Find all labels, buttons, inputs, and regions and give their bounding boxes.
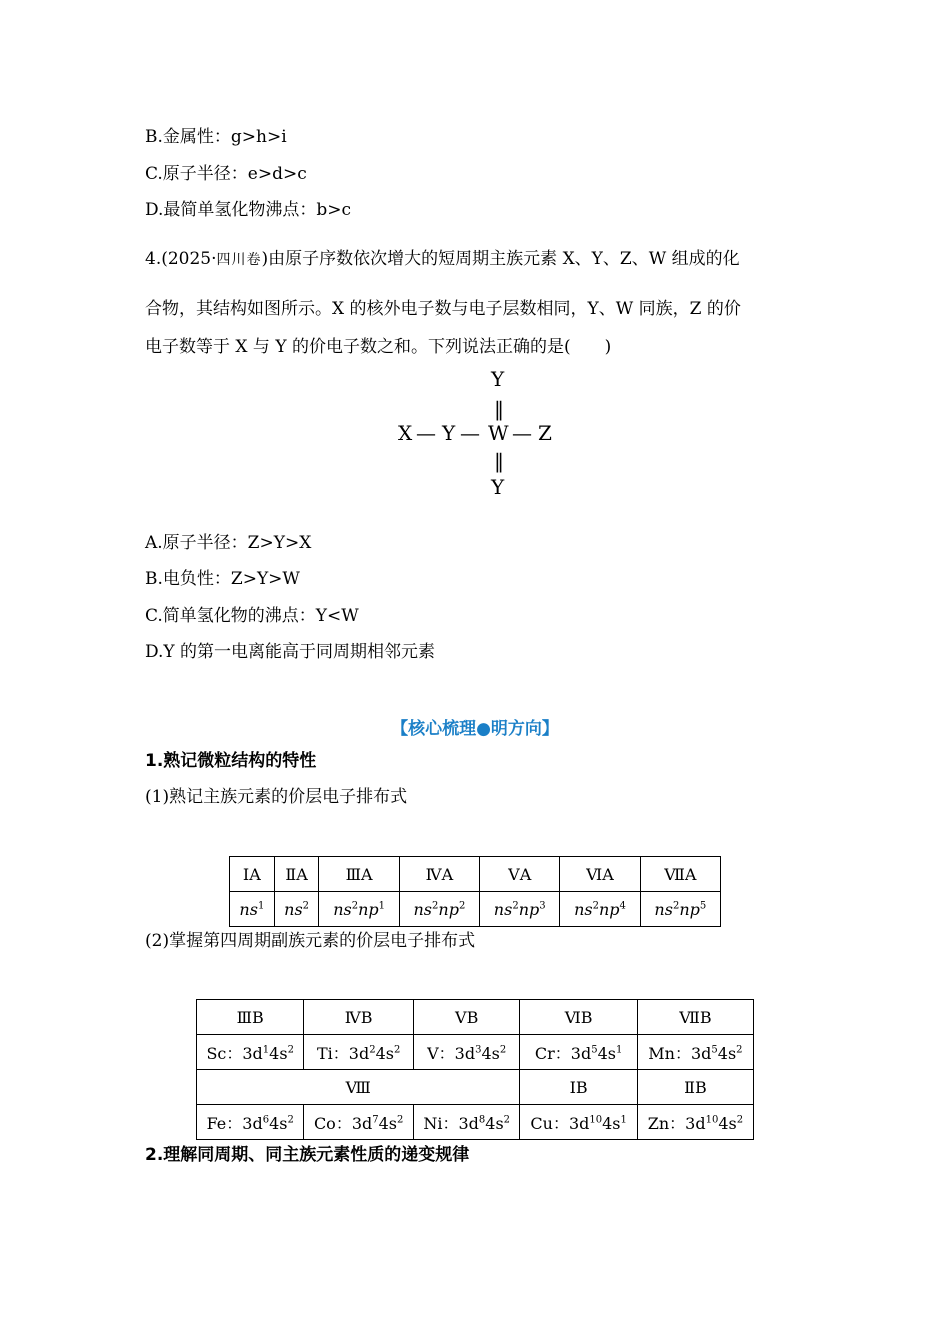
- config-cell: Cr：$3d^54s^1$: [520, 1035, 637, 1070]
- group-header: ⅠB: [520, 1070, 637, 1105]
- config-cell: Fe：$3d^64s^2$: [197, 1105, 304, 1140]
- q4-stem-line3: 电子数等于 X 与 Y 的价电子数之和。下列说法正确的是( ): [145, 337, 612, 357]
- main-group-table: [229, 856, 721, 927]
- config-cell: Ti：$3d^24s^2$: [304, 1035, 414, 1070]
- q3-option-d: D.最简单氢化物沸点：b>c: [145, 200, 352, 220]
- group-header: ⅠA: [230, 857, 275, 892]
- q4-option-b: B.电负性：Z>Y>W: [145, 569, 300, 589]
- atom-x: X: [398, 421, 413, 445]
- atom-z: Z: [538, 421, 552, 445]
- config-cell: V：$3d^34s^2$: [413, 1035, 519, 1070]
- transition-header-row-1: [197, 1000, 754, 1035]
- q4-option-a: A.原子半径：Z>Y>X: [145, 533, 312, 553]
- group-header: ⅤB: [413, 1000, 519, 1035]
- main-group-config-row: [230, 892, 721, 927]
- double-bond-bottom: ‖: [494, 449, 504, 473]
- config-cell: $ns^2np^2$: [399, 892, 479, 927]
- config-cell: $ns^2np^4$: [560, 892, 640, 927]
- q4-stem-text: )由原子序数依次增大的短周期主族元素 X、Y、Z、W 组成的化: [261, 249, 740, 269]
- main-group-header-row: [230, 857, 721, 892]
- group-header: ⅢB: [197, 1000, 304, 1035]
- group-header: ⅢA: [319, 857, 399, 892]
- transition-header-row-2: [197, 1070, 754, 1105]
- transition-config-row-1: [197, 1035, 754, 1070]
- config-cell: $ns^2np^5$: [640, 892, 720, 927]
- config-cell: Co：$3d^74s^2$: [304, 1105, 414, 1140]
- atom-bottom-y: Y: [491, 475, 505, 499]
- q4-option-c: C.简单氢化物的沸点：Y<W: [145, 606, 359, 626]
- q4-stem-line2: 合物，其结构如图所示。X 的核外电子数与电子层数相同，Y、W 同族，Z 的价: [145, 299, 741, 319]
- config-cell: Sc：$3d^14s^2$: [197, 1035, 304, 1070]
- group-header: ⅣB: [304, 1000, 414, 1035]
- atom-top-y: Y: [491, 367, 505, 391]
- config-cell: Zn：$3d^{10}4s^2$: [637, 1105, 753, 1140]
- atom-w: W: [488, 421, 509, 445]
- q3-option-b: B.金属性：g>h>i: [145, 127, 287, 147]
- q4-option-d: D.Y 的第一电离能高于同周期相邻元素: [145, 642, 436, 662]
- group-header: ⅦA: [640, 857, 720, 892]
- config-cell: Cu：$3d^{10}4s^1$: [520, 1105, 637, 1140]
- bond-x-y: —: [416, 421, 436, 445]
- config-cell: Ni：$3d^84s^2$: [413, 1105, 519, 1140]
- bond-w-z: —: [512, 421, 532, 445]
- config-cell: $ns^2$: [274, 892, 319, 927]
- bond-y-w: —: [460, 421, 480, 445]
- q3-option-c: C.原子半径：e>d>c: [145, 164, 307, 184]
- group-header: ⅥB: [520, 1000, 637, 1035]
- transition-table: [196, 999, 754, 1140]
- group-header: ⅡA: [274, 857, 319, 892]
- group-header: ⅥA: [560, 857, 640, 892]
- q4-number: 4.(2025·: [145, 249, 217, 269]
- point1-sub1: (1)熟记主族元素的价层电子排布式: [145, 787, 408, 807]
- section-heading: 【核心梳理●明方向】: [391, 719, 559, 739]
- structure-diagram: [390, 368, 570, 498]
- group-header: ⅡB: [637, 1070, 753, 1105]
- point1-sub2: (2)掌握第四周期副族元素的价层电子排布式: [145, 931, 476, 951]
- config-cell: $ns^2np^3$: [480, 892, 560, 927]
- transition-config-row-2: [197, 1105, 754, 1140]
- config-cell: Mn：$3d^54s^2$: [637, 1035, 753, 1070]
- q4-stem-line1: [145, 248, 740, 271]
- double-bond-top: ‖: [494, 397, 504, 421]
- group-header: ⅦB: [637, 1000, 753, 1035]
- config-cell: $ns^2np^1$: [319, 892, 399, 927]
- config-cell: $ns^1$: [230, 892, 275, 927]
- group-header: ⅣA: [399, 857, 479, 892]
- point1-title: 1.熟记微粒结构的特性: [145, 751, 317, 771]
- point2-title: 2.理解同周期、同主族元素性质的递变规律: [145, 1145, 470, 1165]
- atom-y-left: Y: [442, 421, 456, 445]
- group-header: Ⅷ: [197, 1070, 520, 1105]
- group-header: ⅤA: [480, 857, 560, 892]
- q4-source: 四川卷: [216, 252, 262, 268]
